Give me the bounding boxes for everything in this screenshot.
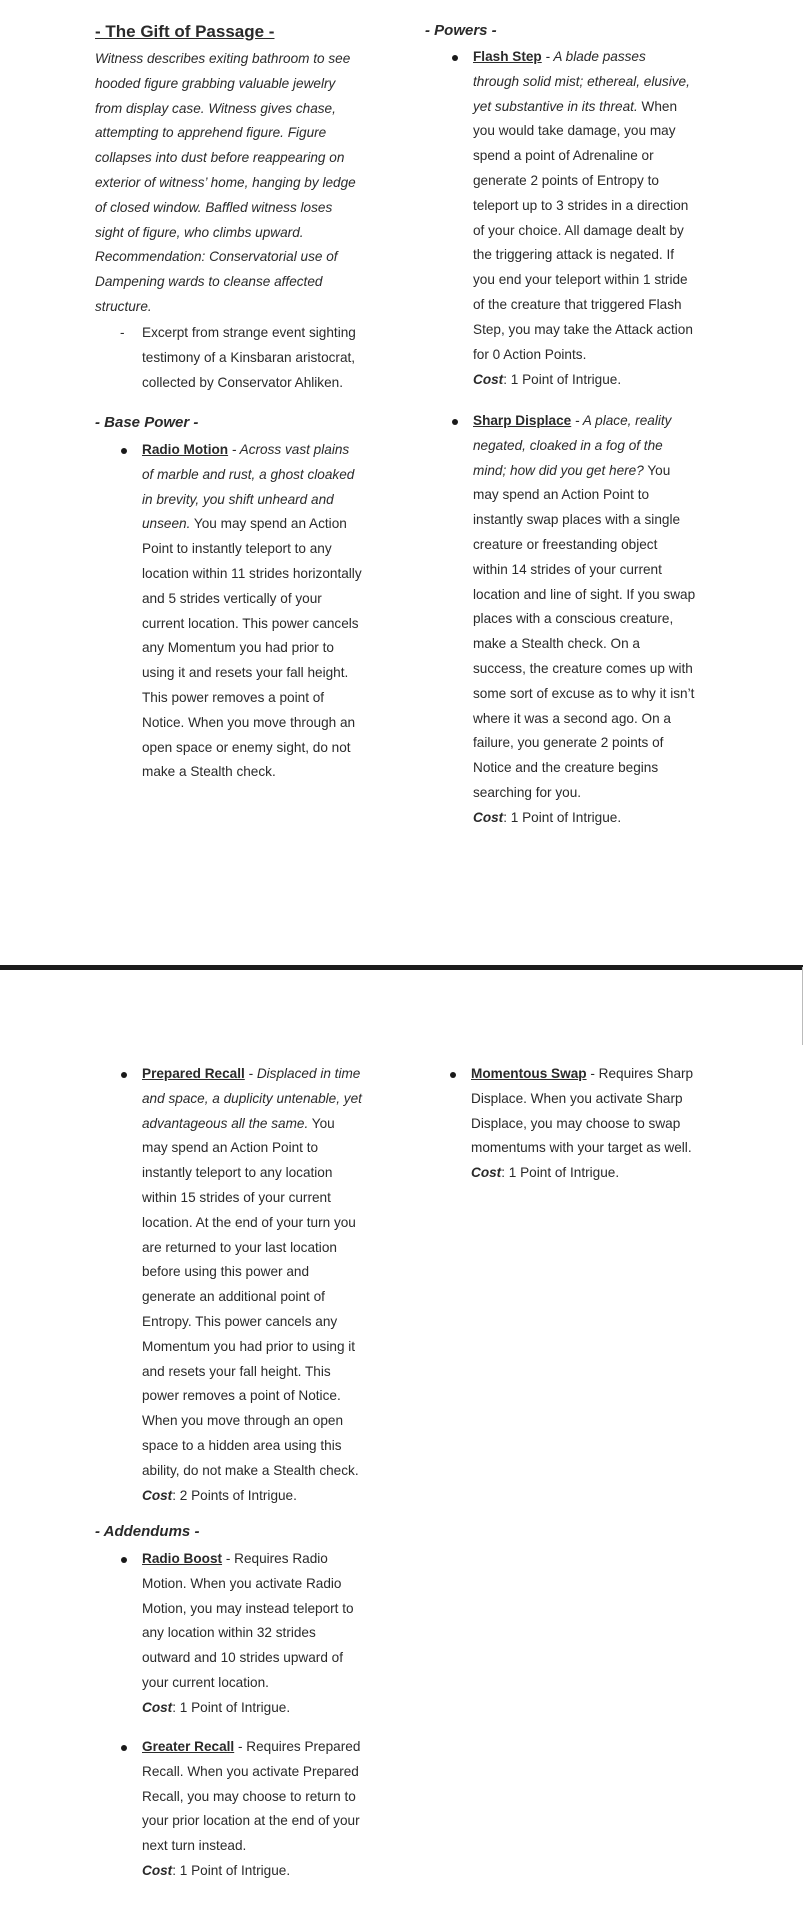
- testimony-text: [95, 47, 356, 320]
- text-segment: success, the creature comes up with: [473, 660, 693, 676]
- text-line: [142, 1136, 362, 1161]
- text-line: [473, 707, 695, 732]
- text-segment: creature or freestanding object: [473, 536, 658, 552]
- text-line: [142, 488, 362, 513]
- text-line: [471, 1112, 693, 1137]
- text-line: [473, 169, 693, 194]
- text-segment: Step, you may take the Attack action: [473, 321, 693, 337]
- text-segment: location within 11 strides horizontally: [142, 565, 362, 581]
- cost-value: : 1 Point of Intrigue.: [172, 1863, 291, 1878]
- sharp-displace-cost: [473, 806, 621, 831]
- text-line: [142, 1409, 362, 1434]
- power-prepared-recall: [142, 1062, 362, 1484]
- text-line: [473, 219, 693, 244]
- text-segment: outward and 10 strides upward of: [142, 1650, 344, 1666]
- text-line: [142, 1186, 362, 1211]
- text-segment: may spend an Action Point to: [473, 487, 650, 503]
- text-line: [473, 558, 695, 583]
- text-segment: of marble and rust, a ghost cloaked: [142, 466, 355, 482]
- text-segment: mind; how did you get here?: [473, 462, 644, 478]
- text-segment: and resets your fall height. This: [142, 1363, 331, 1379]
- text-line: [473, 268, 693, 293]
- text-line: [142, 1671, 354, 1696]
- excerpt-dash: -: [120, 325, 125, 340]
- bullet-icon: [121, 1072, 127, 1078]
- text-segment: You may spend an Action: [190, 516, 347, 532]
- text-line: Dampening wards to cleanse affected: [95, 274, 323, 290]
- power-name: Radio Motion: [142, 442, 229, 457]
- text-line: [471, 1136, 693, 1161]
- addendum-greater-recall: [142, 1735, 360, 1859]
- text-segment: failure, you generate 2 points of: [473, 735, 664, 751]
- text-segment: Recall. When you activate Prepared: [142, 1763, 359, 1779]
- text-line: [142, 1112, 362, 1137]
- text-line: [473, 533, 695, 558]
- text-line: [473, 318, 693, 343]
- text-line: [142, 736, 362, 761]
- text-segment: - Across vast plains: [228, 442, 350, 457]
- addendum-radio-boost: [142, 1547, 354, 1696]
- prepared-recall-cost: [142, 1484, 297, 1509]
- text-line: structure.: [95, 298, 152, 314]
- bullet-icon: [121, 1557, 127, 1563]
- page-title: - The Gift of Passage -: [95, 22, 275, 41]
- text-segment: may spend an Action Point to: [142, 1140, 319, 1156]
- text-segment: using it and resets your fall height.: [142, 665, 349, 681]
- text-line: [142, 1834, 360, 1859]
- base-power-heading: - Base Power -: [95, 414, 199, 431]
- text-segment: unseen.: [142, 516, 191, 532]
- text-segment: - Requires Prepared: [234, 1739, 361, 1754]
- cost-value: : 1 Point of Intrigue.: [172, 1700, 291, 1715]
- power-radio-motion: [142, 438, 362, 785]
- text-segment: of your choice. All damage dealt by: [473, 222, 684, 238]
- text-line: of closed window. Baffled witness loses: [95, 199, 333, 215]
- text-line: hooded figure grabbing valuable jewelry: [95, 75, 336, 91]
- cost-label: Cost: [471, 1165, 502, 1180]
- text-line: attempting to apprehend figure. Figure: [95, 125, 327, 141]
- cost-value: : 1 Point of Intrigue.: [503, 372, 622, 387]
- text-segment: where it was a second ago. On a: [473, 710, 671, 726]
- text-line: [142, 1062, 362, 1087]
- text-line: [142, 1236, 362, 1261]
- text-line: Recommendation: Conservatorial use of: [95, 249, 338, 265]
- page-break-divider: [0, 965, 803, 970]
- text-line: collected by Conservator Ahliken.: [142, 374, 343, 390]
- powers-heading: - Powers -: [425, 22, 497, 39]
- text-segment: the triggering attack is negated. If: [473, 247, 675, 263]
- text-line: [142, 711, 362, 736]
- text-line: [142, 463, 362, 488]
- text-segment: - Requires Radio: [222, 1551, 328, 1566]
- text-segment: of the creature that triggered Flash: [473, 296, 682, 312]
- text-line: from display case. Witness gives chase,: [95, 100, 336, 116]
- text-segment: yet substantive in its threat.: [473, 98, 638, 114]
- text-line: [142, 636, 362, 661]
- text-segment: instantly teleport to any location: [142, 1165, 333, 1181]
- cost-label: Cost: [473, 810, 504, 825]
- text-line: [142, 1572, 354, 1597]
- text-line: sight of figure, who climbs upward.: [95, 224, 304, 240]
- text-line: [473, 682, 695, 707]
- text-segment: You: [643, 462, 671, 478]
- text-segment: places with a conscious creature,: [473, 611, 674, 627]
- cost-value: : 1 Point of Intrigue.: [503, 810, 622, 825]
- text-segment: generate an additional point of: [142, 1289, 325, 1305]
- text-line: [473, 45, 693, 70]
- text-segment: teleport up to 3 strides in a direction: [473, 197, 689, 213]
- text-segment: space to a hidden area using this: [142, 1437, 342, 1453]
- text-segment: through solid mist; ethereal, elusive,: [473, 73, 690, 89]
- text-segment: Notice. When you move through an: [142, 714, 356, 730]
- text-line: [142, 1809, 360, 1834]
- text-segment: within 15 strides of your current: [142, 1189, 331, 1205]
- text-line: [473, 508, 695, 533]
- text-segment: location and line of sight. If you swap: [473, 586, 696, 602]
- text-segment: you end your teleport within 1 stride: [473, 272, 688, 288]
- text-segment: power removes a point of Notice.: [142, 1388, 341, 1404]
- text-segment: Displace, you may choose to swap: [471, 1115, 681, 1131]
- text-line: Witness describes exiting bathroom to see: [95, 51, 351, 66]
- text-line: testimony of a Kinsbaran aristocrat,: [142, 349, 356, 365]
- text-segment: Displace. When you activate Sharp: [471, 1090, 683, 1106]
- text-line: [142, 1087, 362, 1112]
- text-line: [473, 194, 693, 219]
- text-line: [142, 1310, 362, 1335]
- text-line: [142, 1597, 354, 1622]
- text-segment: Motion. When you activate Radio: [142, 1575, 342, 1591]
- text-line: [142, 1760, 360, 1785]
- text-segment: make a Stealth check. On a: [473, 636, 640, 652]
- text-line: [142, 1384, 362, 1409]
- text-segment: This power removes a point of: [142, 689, 325, 705]
- text-segment: spend a point of Adrenaline or: [473, 148, 654, 164]
- text-segment: any Momentum you had prior to: [142, 640, 334, 656]
- text-line: [473, 781, 695, 806]
- cost-label: Cost: [142, 1488, 173, 1503]
- text-line: [473, 459, 695, 484]
- power-name: Sharp Displace: [473, 413, 572, 428]
- text-line: [142, 1360, 362, 1385]
- power-flash-step: [473, 45, 693, 367]
- bullet-icon: [121, 448, 127, 454]
- text-line: [142, 1161, 362, 1186]
- bullet-icon: [121, 1745, 127, 1751]
- text-segment: - Requires Sharp: [586, 1066, 694, 1081]
- text-line: [142, 760, 362, 785]
- text-segment: for 0 Action Points.: [473, 346, 587, 362]
- text-segment: negated, cloaked in a fog of the: [473, 437, 663, 453]
- text-line: [142, 1785, 360, 1810]
- text-line: [473, 293, 693, 318]
- radio-boost-cost: [142, 1696, 290, 1721]
- text-line: [473, 243, 693, 268]
- text-line: [142, 1211, 362, 1236]
- text-segment: generate 2 points of Entropy to: [473, 172, 659, 188]
- power-name: Radio Boost: [142, 1551, 223, 1566]
- power-name: Greater Recall: [142, 1739, 235, 1754]
- text-line: [142, 1621, 354, 1646]
- text-segment: some sort of excuse as to why it isn’t: [473, 685, 695, 701]
- text-line: [471, 1087, 693, 1112]
- text-line: [142, 587, 362, 612]
- text-segment: You: [308, 1115, 335, 1131]
- text-segment: your current location.: [142, 1674, 269, 1690]
- text-line: [473, 657, 695, 682]
- text-line: [473, 343, 693, 368]
- bullet-icon: [452, 55, 458, 61]
- text-segment: - A blade passes: [541, 49, 646, 64]
- text-segment: advantageous all the same.: [142, 1115, 309, 1131]
- text-line: [473, 756, 695, 781]
- text-segment: current location. This power cancels: [142, 615, 359, 631]
- cost-value: : 1 Point of Intrigue.: [501, 1165, 620, 1180]
- text-segment: next turn instead.: [142, 1838, 247, 1854]
- text-line: [142, 661, 362, 686]
- text-segment: Entropy. This power cancels any: [142, 1313, 338, 1329]
- text-line: [473, 632, 695, 657]
- text-segment: Momentum you had prior to using it: [142, 1338, 356, 1354]
- cost-label: Cost: [142, 1863, 173, 1878]
- text-segment: momentums with your target as well.: [471, 1140, 692, 1156]
- text-line: [142, 1434, 362, 1459]
- power-name: Prepared Recall: [142, 1066, 245, 1081]
- text-line: [473, 483, 695, 508]
- addendums-heading: - Addendums -: [95, 1523, 200, 1540]
- flash-step-cost: [473, 368, 621, 393]
- text-line: [142, 438, 362, 463]
- cost-value: : 2 Points of Intrigue.: [172, 1488, 297, 1503]
- text-segment: ability, do not make a Stealth check.: [142, 1462, 359, 1478]
- text-line: Excerpt from strange event sighting: [142, 325, 356, 340]
- greater-recall-cost: [142, 1859, 290, 1884]
- text-segment: searching for you.: [473, 784, 582, 800]
- text-segment: When you move through an open: [142, 1413, 344, 1429]
- text-line: [473, 119, 693, 144]
- text-line: [142, 537, 362, 562]
- power-name: Momentous Swap: [471, 1066, 587, 1081]
- cost-label: Cost: [473, 372, 504, 387]
- text-line: [473, 95, 693, 120]
- bullet-icon: [450, 1072, 456, 1078]
- text-segment: in brevity, you shift unheard and: [142, 491, 334, 507]
- text-line: [471, 1062, 693, 1087]
- text-line: [473, 409, 695, 434]
- text-segment: your prior location at the end of your: [142, 1813, 360, 1829]
- text-segment: location. At the end of your turn you: [142, 1214, 356, 1230]
- excerpt-attribution: [142, 321, 356, 395]
- text-segment: Recall, you may choose to return to: [142, 1788, 356, 1804]
- text-segment: Motion, you may instead teleport to: [142, 1600, 354, 1616]
- text-segment: Notice and the creature begins: [473, 760, 659, 776]
- text-segment: and space, a duplicity untenable, yet: [142, 1090, 362, 1106]
- text-line: [142, 1335, 362, 1360]
- text-line: [473, 434, 695, 459]
- text-line: [473, 583, 695, 608]
- momentous-swap-cost: [471, 1161, 619, 1186]
- text-line: [142, 1735, 360, 1760]
- text-segment: When: [637, 98, 678, 114]
- text-segment: make a Stealth check.: [142, 764, 276, 780]
- text-line: [142, 512, 362, 537]
- text-line: [142, 1547, 354, 1572]
- text-line: [473, 607, 695, 632]
- text-segment: any location within 32 strides: [142, 1625, 316, 1641]
- text-line: [142, 1260, 362, 1285]
- power-name: Flash Step: [473, 49, 542, 64]
- text-line: exterior of witness’ home, hanging by ledge: [95, 174, 356, 190]
- text-segment: before using this power and: [142, 1264, 310, 1280]
- text-line: collapses into dust before reappearing on: [95, 150, 345, 166]
- bullet-icon: [452, 419, 458, 425]
- text-segment: you would take damage, you may: [473, 123, 676, 139]
- text-line: [473, 70, 693, 95]
- text-segment: are returned to your last location: [142, 1239, 337, 1255]
- text-line: [142, 1285, 362, 1310]
- cost-label: Cost: [142, 1700, 173, 1715]
- addendum-momentous-swap: [471, 1062, 693, 1161]
- text-line: [142, 1646, 354, 1671]
- text-segment: instantly swap places with a single: [473, 512, 681, 528]
- text-line: [142, 612, 362, 637]
- text-segment: - Displaced in time: [244, 1066, 361, 1081]
- text-line: [142, 686, 362, 711]
- text-line: [142, 1459, 362, 1484]
- text-segment: - A place, reality: [571, 413, 672, 428]
- text-line: [142, 562, 362, 587]
- text-line: [473, 731, 695, 756]
- text-segment: open space or enemy sight, do not: [142, 739, 351, 755]
- text-segment: Point to instantly teleport to any: [142, 541, 332, 557]
- text-line: [473, 144, 693, 169]
- power-sharp-displace: [473, 409, 695, 806]
- text-segment: within 14 strides of your current: [473, 561, 662, 577]
- text-segment: and 5 strides vertically of your: [142, 590, 322, 606]
